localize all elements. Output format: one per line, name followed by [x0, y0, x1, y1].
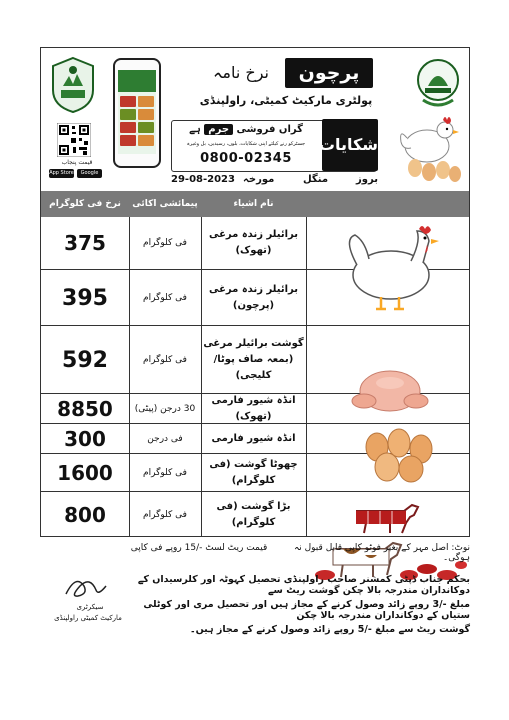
price-note: قیمت ریٹ لسٹ -/15 روپے فی کاپی [130, 543, 268, 553]
order-paragraph-line-3: گوشت ریٹ سے مبلغ -/5 روپے زائد وصول کرنے کے مجاز ہیں۔ [190, 624, 470, 635]
unit-cell: فی کلوگرام [143, 510, 187, 520]
price-cell: 592 [62, 347, 108, 373]
unit-cell: فی کلوگرام [143, 468, 187, 478]
app-header [118, 70, 156, 92]
price-cell: 375 [64, 231, 106, 255]
title-retail: پرچون [285, 58, 373, 88]
unit-cell: 30 درجن (پیٹی) [134, 404, 196, 414]
unit-cell: فی درجن [147, 434, 183, 444]
goat-icon [346, 501, 426, 535]
item-cell: برائیلر زندہ مرغی (تھوک) [208, 229, 298, 256]
item-cell: انڈہ شیور فارمی [211, 433, 296, 444]
title-rate-list: نرخ نامہ [213, 63, 269, 82]
title-banner [201, 58, 373, 88]
google-play-badge[interactable]: Google Play [77, 169, 102, 178]
price-cell: 1600 [57, 461, 113, 485]
item-cell: انڈہ شیور فارمی (تھوک) [211, 395, 296, 422]
order-paragraph-line-1: بحکم جناب ڈپٹی کمشنر صاحب راولپنڈی تحصیل کہوٹہ اور کلرسیداں کے دوکانداران مندرجہ بالا چکن گوشت ریٹ سے [137, 574, 470, 596]
price-cell: 800 [64, 503, 106, 527]
rate-list-sheet [40, 47, 470, 537]
date-value: 29-08-2023 [171, 174, 235, 185]
day-value: منگل [303, 174, 329, 185]
app-name-label: قیمت پنجاب [61, 159, 93, 166]
date-label: مورخہ [243, 174, 275, 185]
signatory-title: سیکرٹری [76, 603, 104, 611]
hen-icon [341, 225, 441, 311]
column-divider [201, 217, 202, 537]
complaint-note: جسٹرکو رنے کیلئے اپنی شکایات، بلوں، رسیدیں، بل وغیرہ [186, 141, 306, 147]
hen-with-eggs-icon [397, 108, 465, 184]
unit-cell: فی کلوگرام [143, 355, 187, 365]
complaints-label: شکایات [322, 119, 378, 171]
item-cell: گوشت برائیلر مرغی (بمعہ صاف پوٹا/ کلیجی) [203, 338, 304, 381]
table-header [41, 191, 469, 217]
price-cell: 300 [64, 427, 106, 451]
signatory-organization: مارکیٹ کمیٹی راولپنڈی [54, 614, 122, 622]
column-divider [306, 217, 307, 537]
complaint-title-text: گراں فروشی [236, 124, 303, 135]
complaint-highlight: جرم [204, 124, 233, 135]
price-cell: 395 [62, 285, 108, 311]
header-item: نام اشیاء [233, 199, 274, 209]
header [41, 48, 469, 191]
item-cell: بڑا گوشت (فی کلوگرام) [216, 501, 291, 528]
column-divider [129, 217, 130, 537]
header-unit: پیمائشی اکائی [132, 199, 198, 209]
page-subtitle: پولٹری مارکیٹ کمیٹی، راولپنڈی [199, 94, 373, 107]
punjab-emblem-icon [415, 56, 461, 110]
unit-cell: فی کلوگرام [143, 293, 187, 303]
chicken-meat-icon [346, 361, 436, 417]
qr-code-icon [57, 123, 91, 157]
signature-icon [62, 572, 112, 602]
stamp-note: نوٹ: اصل مہر کے بغیر فوٹو کاپی قابل قبول نہ ہوگی۔ [293, 543, 470, 563]
order-paragraph-line-2: مبلغ -/3 روپے زائد وصول کرنے کے مجاز ہیں اور تحصیل مری اور کوٹلی ستیاں کے دوکانداران مندرجہ بالا چکن [143, 599, 470, 621]
app-store-badge[interactable]: App Store [49, 170, 74, 176]
header-price: نرخ فی کلوگرام [49, 199, 121, 209]
complaint-box [171, 120, 377, 172]
eggs-icon [361, 427, 441, 483]
complaint-suffix: ہے [189, 124, 201, 135]
complaint-title [176, 124, 316, 135]
unit-cell: فی کلوگرام [143, 238, 187, 248]
govt-emblem-icon [49, 56, 97, 114]
day-label: بروز [356, 174, 378, 185]
helpline-number[interactable]: 0800-02345 [200, 151, 292, 166]
mobile-app-screenshot [113, 58, 161, 168]
item-cell: چھوٹا گوشت (فی کلوگرام) [209, 459, 298, 486]
item-cell: برائیلر زندہ مرغی (پرچون) [208, 284, 298, 311]
price-cell: 8850 [57, 397, 113, 421]
